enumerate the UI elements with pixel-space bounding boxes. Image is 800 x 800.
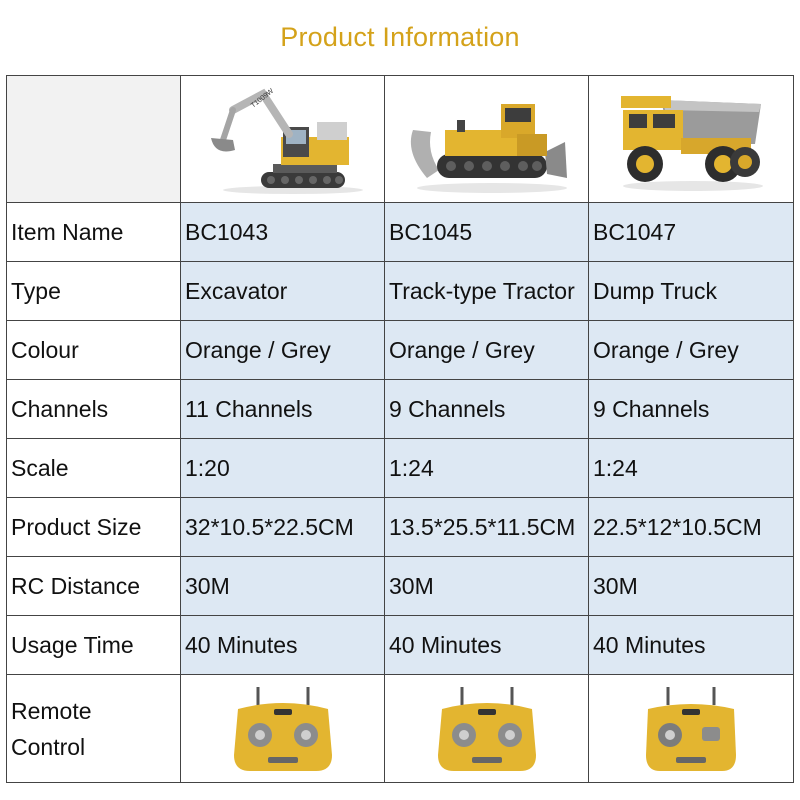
scale-cell: 1:20 [181, 439, 385, 498]
dump-truck-icon [601, 82, 781, 197]
product-size-cell: 22.5*12*10.5CM [589, 498, 794, 557]
channels-cell: 9 Channels [385, 380, 589, 439]
table-row-product-size [7, 498, 794, 557]
remote-image-cell [385, 675, 589, 783]
type-cell: Excavator [181, 262, 385, 321]
item-name-cell: BC1045 [385, 203, 589, 262]
product-size-cell: 32*10.5*22.5CM [181, 498, 385, 557]
table-row-remote-control [7, 675, 794, 783]
product-image-excavator [181, 76, 385, 203]
row-label-usage-time: Usage Time [7, 616, 181, 675]
remote-image-cell [589, 675, 794, 783]
row-label-channels: Channels [7, 380, 181, 439]
type-cell: Dump Truck [589, 262, 794, 321]
row-label-item-name: Item Name [7, 203, 181, 262]
table-row-colour [7, 321, 794, 380]
colour-cell: Orange / Grey [181, 321, 385, 380]
rc-distance-cell: 30M [181, 557, 385, 616]
item-name-cell: BC1043 [181, 203, 385, 262]
scale-cell: 1:24 [589, 439, 794, 498]
rc-distance-cell: 30M [589, 557, 794, 616]
remote-label-line2: Control [11, 733, 86, 760]
remote-controller-icon [636, 679, 746, 779]
usage-time-cell: 40 Minutes [385, 616, 589, 675]
remote-image-cell [181, 675, 385, 783]
remote-label-line1: Remote [11, 697, 92, 724]
bulldozer-icon [397, 82, 577, 197]
table-row-scale [7, 439, 794, 498]
row-label-product-size: Product Size [7, 498, 181, 557]
product-spec-table [6, 75, 794, 783]
usage-time-cell: 40 Minutes [589, 616, 794, 675]
table-row-type [7, 262, 794, 321]
colour-cell: Orange / Grey [589, 321, 794, 380]
product-image-dump-truck [589, 76, 794, 203]
rc-distance-cell: 30M [385, 557, 589, 616]
usage-time-cell: 40 Minutes [181, 616, 385, 675]
table-row-rc-distance [7, 557, 794, 616]
scale-cell: 1:24 [385, 439, 589, 498]
table-row-item-name [7, 203, 794, 262]
product-image-bulldozer [385, 76, 589, 203]
channels-cell: 9 Channels [589, 380, 794, 439]
product-size-cell: 13.5*25.5*11.5CM [385, 498, 589, 557]
row-label-type: Type [7, 262, 181, 321]
page-title: Product Information [280, 22, 520, 52]
channels-cell: 11 Channels [181, 380, 385, 439]
excavator-icon [193, 82, 373, 197]
table-row-images [7, 76, 794, 203]
row-label-remote-control [7, 675, 181, 783]
colour-cell: Orange / Grey [385, 321, 589, 380]
row-label-colour: Colour [7, 321, 181, 380]
remote-controller-icon [228, 679, 338, 779]
table-row-channels [7, 380, 794, 439]
type-cell: Track-type Tractor [385, 262, 589, 321]
item-name-cell: BC1047 [589, 203, 794, 262]
table-row-usage-time [7, 616, 794, 675]
row-label-rc-distance: RC Distance [7, 557, 181, 616]
empty-header-cell [7, 76, 181, 203]
model-print: T1009W [249, 87, 275, 110]
row-label-scale: Scale [7, 439, 181, 498]
remote-controller-icon [432, 679, 542, 779]
